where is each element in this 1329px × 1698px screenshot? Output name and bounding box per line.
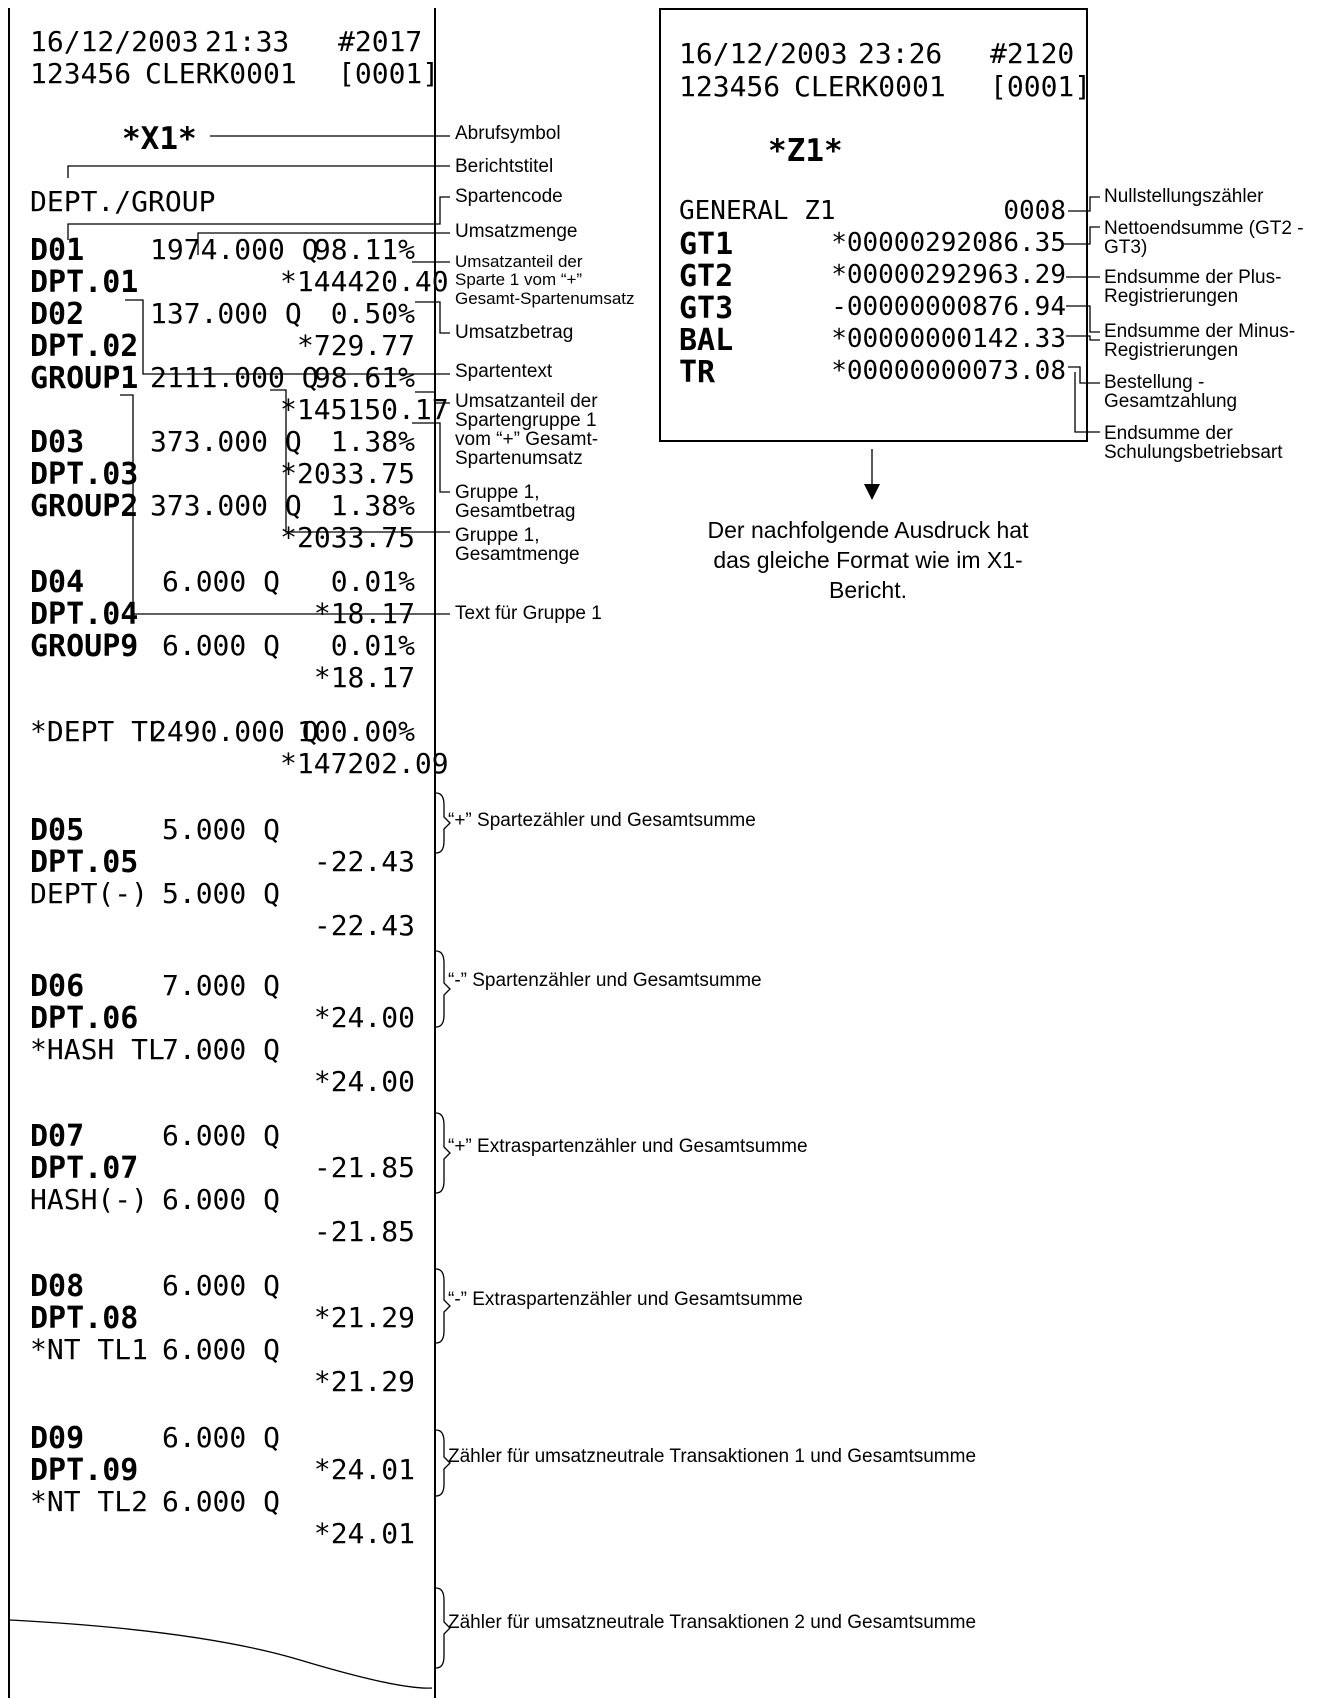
annotation-gruppe1-gesamtbetrag: Gruppe 1, Gesamtbetrag bbox=[455, 482, 576, 522]
annotation-plus-extra: “+” Extraspartenzähler und Gesamtsumme bbox=[448, 1136, 808, 1157]
annotation-nullstellungszaehler: Nullstellungszähler bbox=[1104, 186, 1264, 207]
z1-row-value: 0008 bbox=[1003, 196, 1066, 226]
x1-row-quantity: 137.000 Q bbox=[150, 297, 302, 330]
x1-row-quantity: 6.000 Q bbox=[161, 565, 280, 598]
x1-row-amount: *18.17 bbox=[313, 597, 415, 630]
z1-symbol: *Z1* bbox=[768, 133, 843, 169]
annotation-text-gruppe1: Text für Gruppe 1 bbox=[455, 603, 602, 624]
x1-row-amount: 100.00% bbox=[296, 715, 415, 748]
x1-row-quantity: 6.000 Q bbox=[161, 1333, 280, 1366]
x1-row-label: DPT.05 bbox=[30, 845, 139, 880]
x1-row-quantity: 6.000 Q bbox=[161, 1485, 280, 1518]
x1-row-amount: *2033.75 bbox=[280, 521, 415, 554]
annotation-minus-sparte: “-” Spartenzähler und Gesamtsumme bbox=[448, 970, 762, 991]
annotation-abrufsymbol: Abrufsymbol bbox=[455, 123, 561, 144]
x1-row-amount: *18.17 bbox=[313, 661, 415, 694]
annotation-plus-sparte: “+” Spartezähler und Gesamtsumme bbox=[448, 810, 756, 831]
x1-row-label: DPT.06 bbox=[30, 1001, 139, 1036]
annotation-nettoendsumme: Nettoendsumme (GT2 - GT3) bbox=[1104, 218, 1304, 258]
x1-row-label: DPT.09 bbox=[30, 1453, 139, 1488]
x1-row-amount: *729.77 bbox=[296, 329, 415, 362]
z1-row-value: *00000292963.29 bbox=[831, 260, 1066, 290]
x1-row-label: DPT.02 bbox=[30, 329, 139, 364]
arrow-down-icon bbox=[864, 484, 880, 500]
z1-row-label: GENERAL Z1 bbox=[679, 196, 836, 226]
x1-row-label: HASH(-) bbox=[30, 1183, 149, 1216]
x1-row-quantity: 373.000 Q bbox=[150, 425, 302, 458]
x1-row-amount: 1.38% bbox=[330, 425, 415, 458]
x1-clerk: CLERK0001 bbox=[145, 57, 297, 90]
x1-date: 16/12/2003 bbox=[30, 25, 199, 58]
x1-row-quantity: 2490.000 Q bbox=[150, 715, 319, 748]
x1-row-quantity: 6.000 Q bbox=[161, 629, 280, 662]
z1-time: 23:26 bbox=[858, 37, 943, 70]
annotation-spartencode: Spartencode bbox=[455, 186, 563, 207]
x1-row-amount: 98.61% bbox=[313, 361, 415, 394]
x1-clerk-code: [0001] bbox=[338, 57, 440, 90]
z1-date: 16/12/2003 bbox=[679, 37, 848, 70]
x1-machine-no: 123456 bbox=[30, 57, 132, 90]
annotation-minus-extra: “-” Extraspartenzähler und Gesamtsumme bbox=[448, 1289, 803, 1310]
z1-row-value: *00000292086.35 bbox=[831, 228, 1066, 258]
x1-row-label: *NT TL2 bbox=[30, 1485, 149, 1518]
x1-row-label: *NT TL1 bbox=[30, 1333, 149, 1366]
annotation-nt2: Zähler für umsatzneutrale Transaktionen 2 und Gesamtsumme bbox=[448, 1612, 977, 1633]
x1-row-amount: -22.43 bbox=[313, 845, 415, 878]
annotation-schulungsbetriebsart: Endsumme der Schulungsbetriebsart bbox=[1104, 423, 1283, 463]
x1-row-label: DEPT(-) bbox=[30, 877, 149, 910]
x1-row-label: GROUP9 bbox=[30, 629, 139, 664]
z1-row-value: *00000000073.08 bbox=[831, 356, 1066, 386]
z1-clerk-code: [0001] bbox=[990, 70, 1092, 103]
x1-row-label: DPT.07 bbox=[30, 1151, 139, 1186]
x1-row-amount: -21.85 bbox=[313, 1151, 415, 1184]
x1-row-amount: *2033.75 bbox=[280, 457, 415, 490]
x1-row-amount: *144420.40 bbox=[280, 265, 449, 298]
x1-row-amount: 0.50% bbox=[330, 297, 415, 330]
x1-row-amount: *145150.17 bbox=[280, 393, 449, 426]
x1-row-quantity: 373.000 Q bbox=[150, 489, 302, 522]
x1-symbol: *X1* bbox=[122, 121, 197, 157]
x1-row-label: GROUP2 bbox=[30, 489, 139, 524]
x1-row-label: DPT.01 bbox=[30, 265, 139, 300]
x1-row-quantity: 6.000 Q bbox=[161, 1269, 280, 1302]
x1-time: 21:33 bbox=[205, 25, 290, 58]
annotation-umsatzanteil-gruppe1: Umsatzanteil der Spartengruppe 1 vom “+” Gesamt- Spartenumsatz bbox=[455, 391, 599, 469]
x1-row-label: D07 bbox=[30, 1119, 85, 1154]
annotation-umsatzbetrag: Umsatzbetrag bbox=[455, 322, 574, 343]
annotation-berichtstitel: Berichtstitel bbox=[455, 156, 554, 177]
x1-row-quantity: 1974.000 Q bbox=[150, 233, 319, 266]
annotation-plus-registrierungen: Endsumme der Plus- Registrierungen bbox=[1104, 267, 1282, 307]
x1-row-label: *DEPT TL bbox=[30, 715, 165, 748]
z1-consecutive-no: #2120 bbox=[990, 37, 1075, 70]
annotation-gruppe1-gesamtmenge: Gruppe 1, Gesamtmenge bbox=[455, 525, 580, 565]
x1-row-quantity: 7.000 Q bbox=[161, 1033, 280, 1066]
x1-row-amount: 98.11% bbox=[313, 233, 415, 266]
x1-row-amount: *21.29 bbox=[313, 1301, 415, 1334]
x1-row-label: DPT.08 bbox=[30, 1301, 139, 1336]
x1-report-title: DEPT./GROUP bbox=[30, 185, 216, 218]
z1-clerk: CLERK0001 bbox=[794, 70, 946, 103]
x1-row-label: D08 bbox=[30, 1269, 85, 1304]
x1-row-amount: *147202.09 bbox=[280, 747, 449, 780]
x1-row-label: DPT.04 bbox=[30, 597, 139, 632]
z1-row-label: GT3 bbox=[679, 291, 734, 326]
x1-row-amount: *24.00 bbox=[313, 1001, 415, 1034]
annotation-umsatzmenge: Umsatzmenge bbox=[455, 221, 578, 242]
annotation-nt1: Zähler für umsatzneutrale Transaktionen 1 und Gesamtsumme bbox=[448, 1446, 977, 1467]
x1-row-amount: *21.29 bbox=[313, 1365, 415, 1398]
x1-row-quantity: 5.000 Q bbox=[161, 813, 280, 846]
x1-row-label: D03 bbox=[30, 425, 85, 460]
x1-row-quantity: 6.000 Q bbox=[161, 1421, 280, 1454]
z1-caption: Der nachfolgende Ausdruck hat das gleiche Format wie im X1- Bericht. bbox=[707, 517, 1029, 603]
annotation-spartentext: Spartentext bbox=[455, 361, 553, 382]
annotation-minus-registrierungen: Endsumme der Minus- Registrierungen bbox=[1104, 321, 1296, 361]
x1-row-label: GROUP1 bbox=[30, 361, 139, 396]
z1-row-label: BAL bbox=[679, 323, 734, 358]
x1-row-label: D04 bbox=[30, 565, 85, 600]
x1-row-quantity: 6.000 Q bbox=[161, 1183, 280, 1216]
x1-row-amount: 1.38% bbox=[330, 489, 415, 522]
x1-row-amount: *24.00 bbox=[313, 1065, 415, 1098]
x1-row-quantity: 2111.000 Q bbox=[150, 361, 319, 394]
x1-row-label: D09 bbox=[30, 1421, 85, 1456]
x1-row-amount: -21.85 bbox=[313, 1215, 415, 1248]
x1-row-quantity: 5.000 Q bbox=[161, 877, 280, 910]
x1-row-label: *HASH TL bbox=[30, 1033, 165, 1066]
z1-machine-no: 123456 bbox=[679, 70, 781, 103]
x1-row-amount: -22.43 bbox=[313, 909, 415, 942]
x1-row-amount: 0.01% bbox=[330, 629, 415, 662]
annotation-umsatzanteil-sparte1: Umsatzanteil der Sparte 1 vom “+” Gesamt-Spartenumsatz bbox=[455, 252, 635, 308]
z1-row-label: GT2 bbox=[679, 259, 734, 294]
x1-row-label: D05 bbox=[30, 813, 85, 848]
z1-row-label: GT1 bbox=[679, 227, 734, 262]
x1-row-quantity: 7.000 Q bbox=[161, 969, 280, 1002]
annotation-bestellung: Bestellung - Gesamtzahlung bbox=[1104, 372, 1238, 412]
z1-row-label: TR bbox=[679, 355, 716, 390]
z1-row-value: -00000000876.94 bbox=[831, 292, 1066, 322]
x1-row-label: D02 bbox=[30, 297, 85, 332]
z1-row-value: *00000000142.33 bbox=[831, 324, 1066, 354]
x1-row-label: D01 bbox=[30, 233, 85, 268]
x1-row-quantity: 6.000 Q bbox=[161, 1119, 280, 1152]
x1-row-amount: 0.01% bbox=[330, 565, 415, 598]
x1-row-label: D06 bbox=[30, 969, 85, 1004]
x1-row-amount: *24.01 bbox=[313, 1453, 415, 1486]
x1-consecutive-no: #2017 bbox=[338, 25, 423, 58]
x1-row-label: DPT.03 bbox=[30, 457, 139, 492]
x1-row-amount: *24.01 bbox=[313, 1517, 415, 1550]
